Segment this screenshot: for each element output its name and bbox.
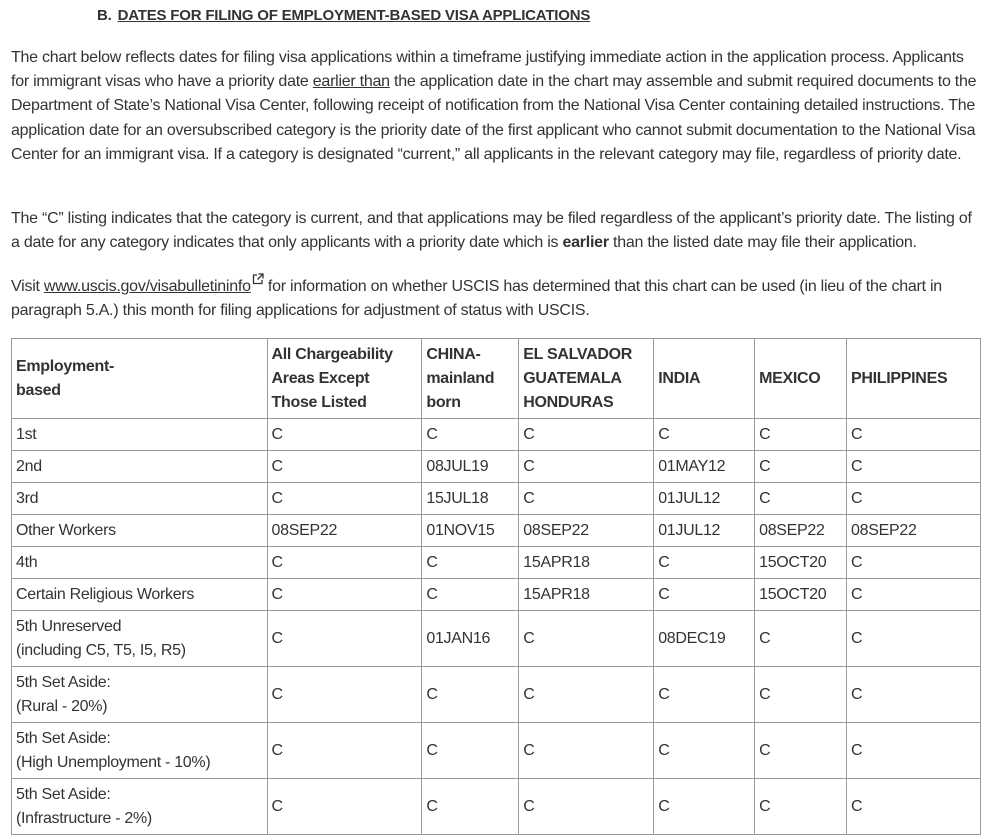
table-row: [12, 579, 981, 611]
category-label-cell: [12, 579, 268, 611]
date-cell: C: [755, 779, 847, 835]
date-cell: C: [755, 419, 847, 451]
uscis-visa-bulletin-link[interactable]: www.uscis.gov/visabulletininfo: [43, 278, 251, 295]
table-row: [12, 723, 981, 779]
date-cell: C: [267, 451, 422, 483]
date-cell: C: [654, 723, 755, 779]
date-cell: C: [519, 451, 654, 483]
table-row: [12, 779, 981, 835]
category-label-cell: [12, 419, 268, 451]
table-row: [12, 451, 981, 483]
table-row: [12, 611, 981, 667]
underlined-phrase: earlier than: [312, 73, 390, 91]
date-cell: 15OCT20: [755, 579, 847, 611]
column-header-text: Those Listed: [271, 393, 367, 411]
date-cell: C: [422, 547, 519, 579]
date-cell: C: [755, 451, 847, 483]
date-cell: C: [519, 723, 654, 779]
paragraph-text: the application date in the chart may assemble and submit required documents to the Department of State’s National Visa Center, following receipt of notification from the National Visa Center containing detailed instructions. The application date for an oversubscribed category is the priority date of the first applicant who cannot submit documentation to the National Visa Center for an immigrant visa. If a category is designated “current,” all applicants in the relevant category may file, regardless of priority date.: [11, 73, 977, 163]
date-cell: C: [847, 667, 981, 723]
date-cell: 08SEP22: [267, 515, 422, 547]
external-link-icon[interactable]: [252, 273, 264, 285]
date-cell: C: [422, 579, 519, 611]
column-header-text: born: [426, 393, 461, 411]
date-cell: C: [422, 723, 519, 779]
date-cell: 08SEP22: [755, 515, 847, 547]
date-cell: C: [519, 483, 654, 515]
category-label-cell: [12, 483, 268, 515]
category-label: 4th: [16, 553, 38, 571]
paragraph-text: for information on whether USCIS has determined that this chart can be used (in lieu of the chart in paragraph 5.A.) this month for filing applications for adjustment of status with USCIS.: [11, 278, 942, 320]
category-label-cell: [12, 451, 268, 483]
date-cell: C: [267, 779, 422, 835]
category-label: 1st: [16, 425, 37, 443]
paragraph-dates-for-filing: [11, 46, 983, 167]
date-cell: C: [654, 579, 755, 611]
table-row: [12, 515, 981, 547]
paragraph-text: than the listed date may file their application.: [608, 234, 917, 252]
column-header: [12, 339, 268, 419]
date-cell: C: [654, 779, 755, 835]
column-header-text: EL SALVADOR: [523, 345, 632, 363]
column-header-text: GUATEMALA: [523, 369, 622, 387]
column-header-text: INDIA: [658, 369, 701, 387]
date-cell: C: [755, 667, 847, 723]
column-header-text: PHILIPPINES: [851, 369, 948, 387]
table-row: [12, 419, 981, 451]
table-body: [12, 419, 981, 835]
category-label: 5th Set Aside:: [16, 785, 111, 803]
paragraph-text: Visit: [11, 278, 44, 295]
date-cell: C: [267, 419, 422, 451]
paragraph-text: The chart below reflects dates for filing visa applications within a timeframe justifying immediate action in the application process. Applicants for immigrant visas who have a priority date: [11, 49, 964, 91]
date-cell: 15JUL18: [422, 483, 519, 515]
column-header-text: based: [16, 381, 61, 399]
table-row: [12, 483, 981, 515]
date-cell: C: [755, 723, 847, 779]
date-cell: C: [654, 419, 755, 451]
date-cell: C: [422, 667, 519, 723]
date-cell: 15APR18: [519, 547, 654, 579]
category-label: Certain Religious Workers: [16, 585, 195, 603]
date-cell: 08JUL19: [422, 451, 519, 483]
date-cell: C: [847, 419, 981, 451]
column-header-text: CHINA-: [426, 345, 481, 363]
column-header: [847, 339, 981, 419]
date-cell: C: [519, 611, 654, 667]
date-cell: 08SEP22: [847, 515, 981, 547]
paragraph-uscis-visit: [11, 273, 983, 323]
table-row: [12, 547, 981, 579]
category-label: Other Workers: [16, 521, 116, 539]
date-cell: C: [267, 547, 422, 579]
paragraph-text: The “C” listing indicates that the category is current, and that applications may be filed regardless of the applicant’s priority date. The listing of a date for any category indicates that only applicants with a priority date which is: [11, 210, 972, 252]
date-cell: 01JAN16: [422, 611, 519, 667]
date-cell: C: [654, 547, 755, 579]
category-label: 5th Set Aside:: [16, 673, 111, 691]
date-cell: C: [847, 579, 981, 611]
section-heading: [97, 7, 590, 24]
date-cell: C: [847, 451, 981, 483]
category-label: 3rd: [16, 489, 39, 507]
category-label-cell: [12, 779, 268, 835]
paragraph-c-listing: [11, 207, 983, 255]
category-label: 5th Unreserved: [16, 617, 122, 635]
column-header-text: Employment-: [16, 357, 115, 375]
category-label-cell: [12, 667, 268, 723]
date-cell: C: [755, 611, 847, 667]
column-header-text: HONDURAS: [523, 393, 614, 411]
date-cell: 08SEP22: [519, 515, 654, 547]
date-cell: C: [267, 667, 422, 723]
category-label-cell: [12, 723, 268, 779]
column-header: [654, 339, 755, 419]
column-header-text: MEXICO: [759, 369, 821, 387]
column-header-text: mainland: [426, 369, 495, 387]
date-cell: C: [422, 419, 519, 451]
category-label: (High Unemployment - 10%): [16, 753, 211, 771]
category-label: (including C5, T5, I5, R5): [16, 641, 186, 659]
date-cell: C: [654, 667, 755, 723]
date-cell: C: [519, 419, 654, 451]
employment-filing-dates-table: [11, 338, 981, 835]
category-label-cell: [12, 547, 268, 579]
date-cell: C: [267, 723, 422, 779]
date-cell: 15OCT20: [755, 547, 847, 579]
date-cell: C: [267, 483, 422, 515]
section-letter: B.: [97, 7, 112, 24]
column-header: [519, 339, 654, 419]
date-cell: C: [847, 779, 981, 835]
date-cell: C: [847, 723, 981, 779]
column-header: [267, 339, 422, 419]
section-title: DATES FOR FILING OF EMPLOYMENT-BASED VISA APPLICATIONS: [117, 7, 591, 24]
date-cell: C: [267, 579, 422, 611]
date-cell: C: [847, 611, 981, 667]
date-cell: 01JUL12: [654, 483, 755, 515]
category-label-cell: [12, 611, 268, 667]
column-header: [422, 339, 519, 419]
column-header-text: Areas Except: [271, 369, 370, 387]
date-cell: C: [847, 547, 981, 579]
date-cell: C: [267, 611, 422, 667]
date-cell: 01JUL12: [654, 515, 755, 547]
category-label-cell: [12, 515, 268, 547]
date-cell: 01MAY12: [654, 451, 755, 483]
date-cell: 08DEC19: [654, 611, 755, 667]
date-cell: C: [847, 483, 981, 515]
table-header-row: [12, 339, 981, 419]
date-cell: 01NOV15: [422, 515, 519, 547]
category-label: 2nd: [16, 457, 42, 475]
category-label: 5th Set Aside:: [16, 729, 111, 747]
column-header-text: All Chargeability: [271, 345, 393, 363]
date-cell: C: [519, 667, 654, 723]
bold-phrase: earlier: [562, 234, 609, 252]
table-row: [12, 667, 981, 723]
date-cell: C: [422, 779, 519, 835]
column-header: [755, 339, 847, 419]
date-cell: 15APR18: [519, 579, 654, 611]
date-cell: C: [755, 483, 847, 515]
category-label: (Rural - 20%): [16, 697, 108, 715]
date-cell: C: [519, 779, 654, 835]
category-label: (Infrastructure - 2%): [16, 809, 152, 827]
